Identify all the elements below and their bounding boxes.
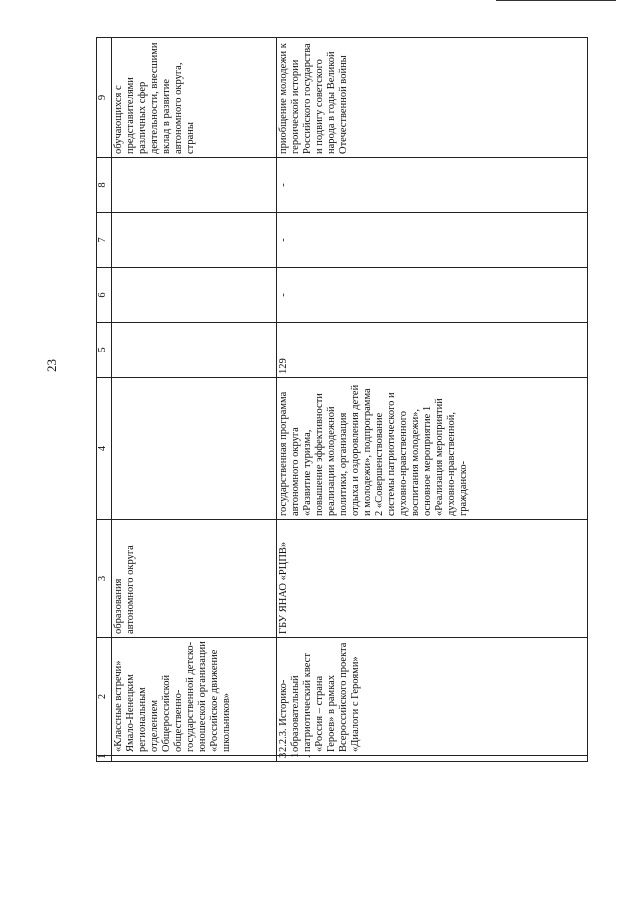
row-number-cell	[112, 756, 277, 762]
program-table	[96, 37, 588, 762]
column-header: 5	[97, 323, 112, 378]
value-cell	[112, 158, 277, 213]
program-cell	[112, 378, 277, 520]
executor-cell: ГБУ ЯНАО «РЦПВ»	[277, 520, 588, 638]
rotated-table-container	[96, 38, 588, 762]
table-header-row	[97, 38, 112, 762]
page-number: 23	[44, 359, 59, 372]
column-header: 8	[97, 158, 112, 213]
value-cell	[112, 268, 277, 323]
row-number-cell: 31.	[277, 756, 588, 762]
value-cell: -	[277, 213, 588, 268]
result-cell: приобщение молодежи к героической истории Российского государства и подвигу советского народа в годы Великой Отечественной войны	[277, 38, 588, 158]
program-cell: государственная программа автономного округа «Развитие туризма, повышение эффективности реализации молодежной политики, организация отдыха и оздоровления детей и молодежи», подпрограмма 2 «Совершенствование системы патриотического и духовно-нравственного воспитания молодежи», основное мероприятие 1 «Реализация мероприятий духовно-нравственной, гражданско-	[277, 378, 588, 520]
executor-cell: образования автономного округа	[112, 520, 277, 638]
result-cell: обучающихся с представителями различных сфер деятельности, внесшими вклад в развитие автономного округа, страны	[112, 38, 277, 158]
value-cell: -	[277, 268, 588, 323]
table-row	[277, 38, 588, 762]
column-header: 1	[97, 756, 112, 762]
corner-rule	[496, 0, 616, 1]
amount-cell: 129	[277, 323, 588, 378]
value-cell: -	[277, 158, 588, 213]
value-cell	[112, 213, 277, 268]
event-name-cell: 2.2.3. Историко-образовательный патриотический квест «Россия – страна Героев» в рамках Всероссийского проекта «Диалоги с Героями»	[277, 638, 588, 756]
column-header: 2	[97, 638, 112, 756]
event-name-cell: «Классные встречи» Ямало-Ненецким региональным отделением Общероссийской общественно-государственной детско-юношеской организации «Российское движение школьников»	[112, 638, 277, 756]
amount-cell	[112, 323, 277, 378]
column-header: 3	[97, 520, 112, 638]
column-header: 6	[97, 268, 112, 323]
column-header: 4	[97, 378, 112, 520]
table-row	[112, 38, 277, 762]
column-header: 9	[97, 38, 112, 158]
column-header: 7	[97, 213, 112, 268]
